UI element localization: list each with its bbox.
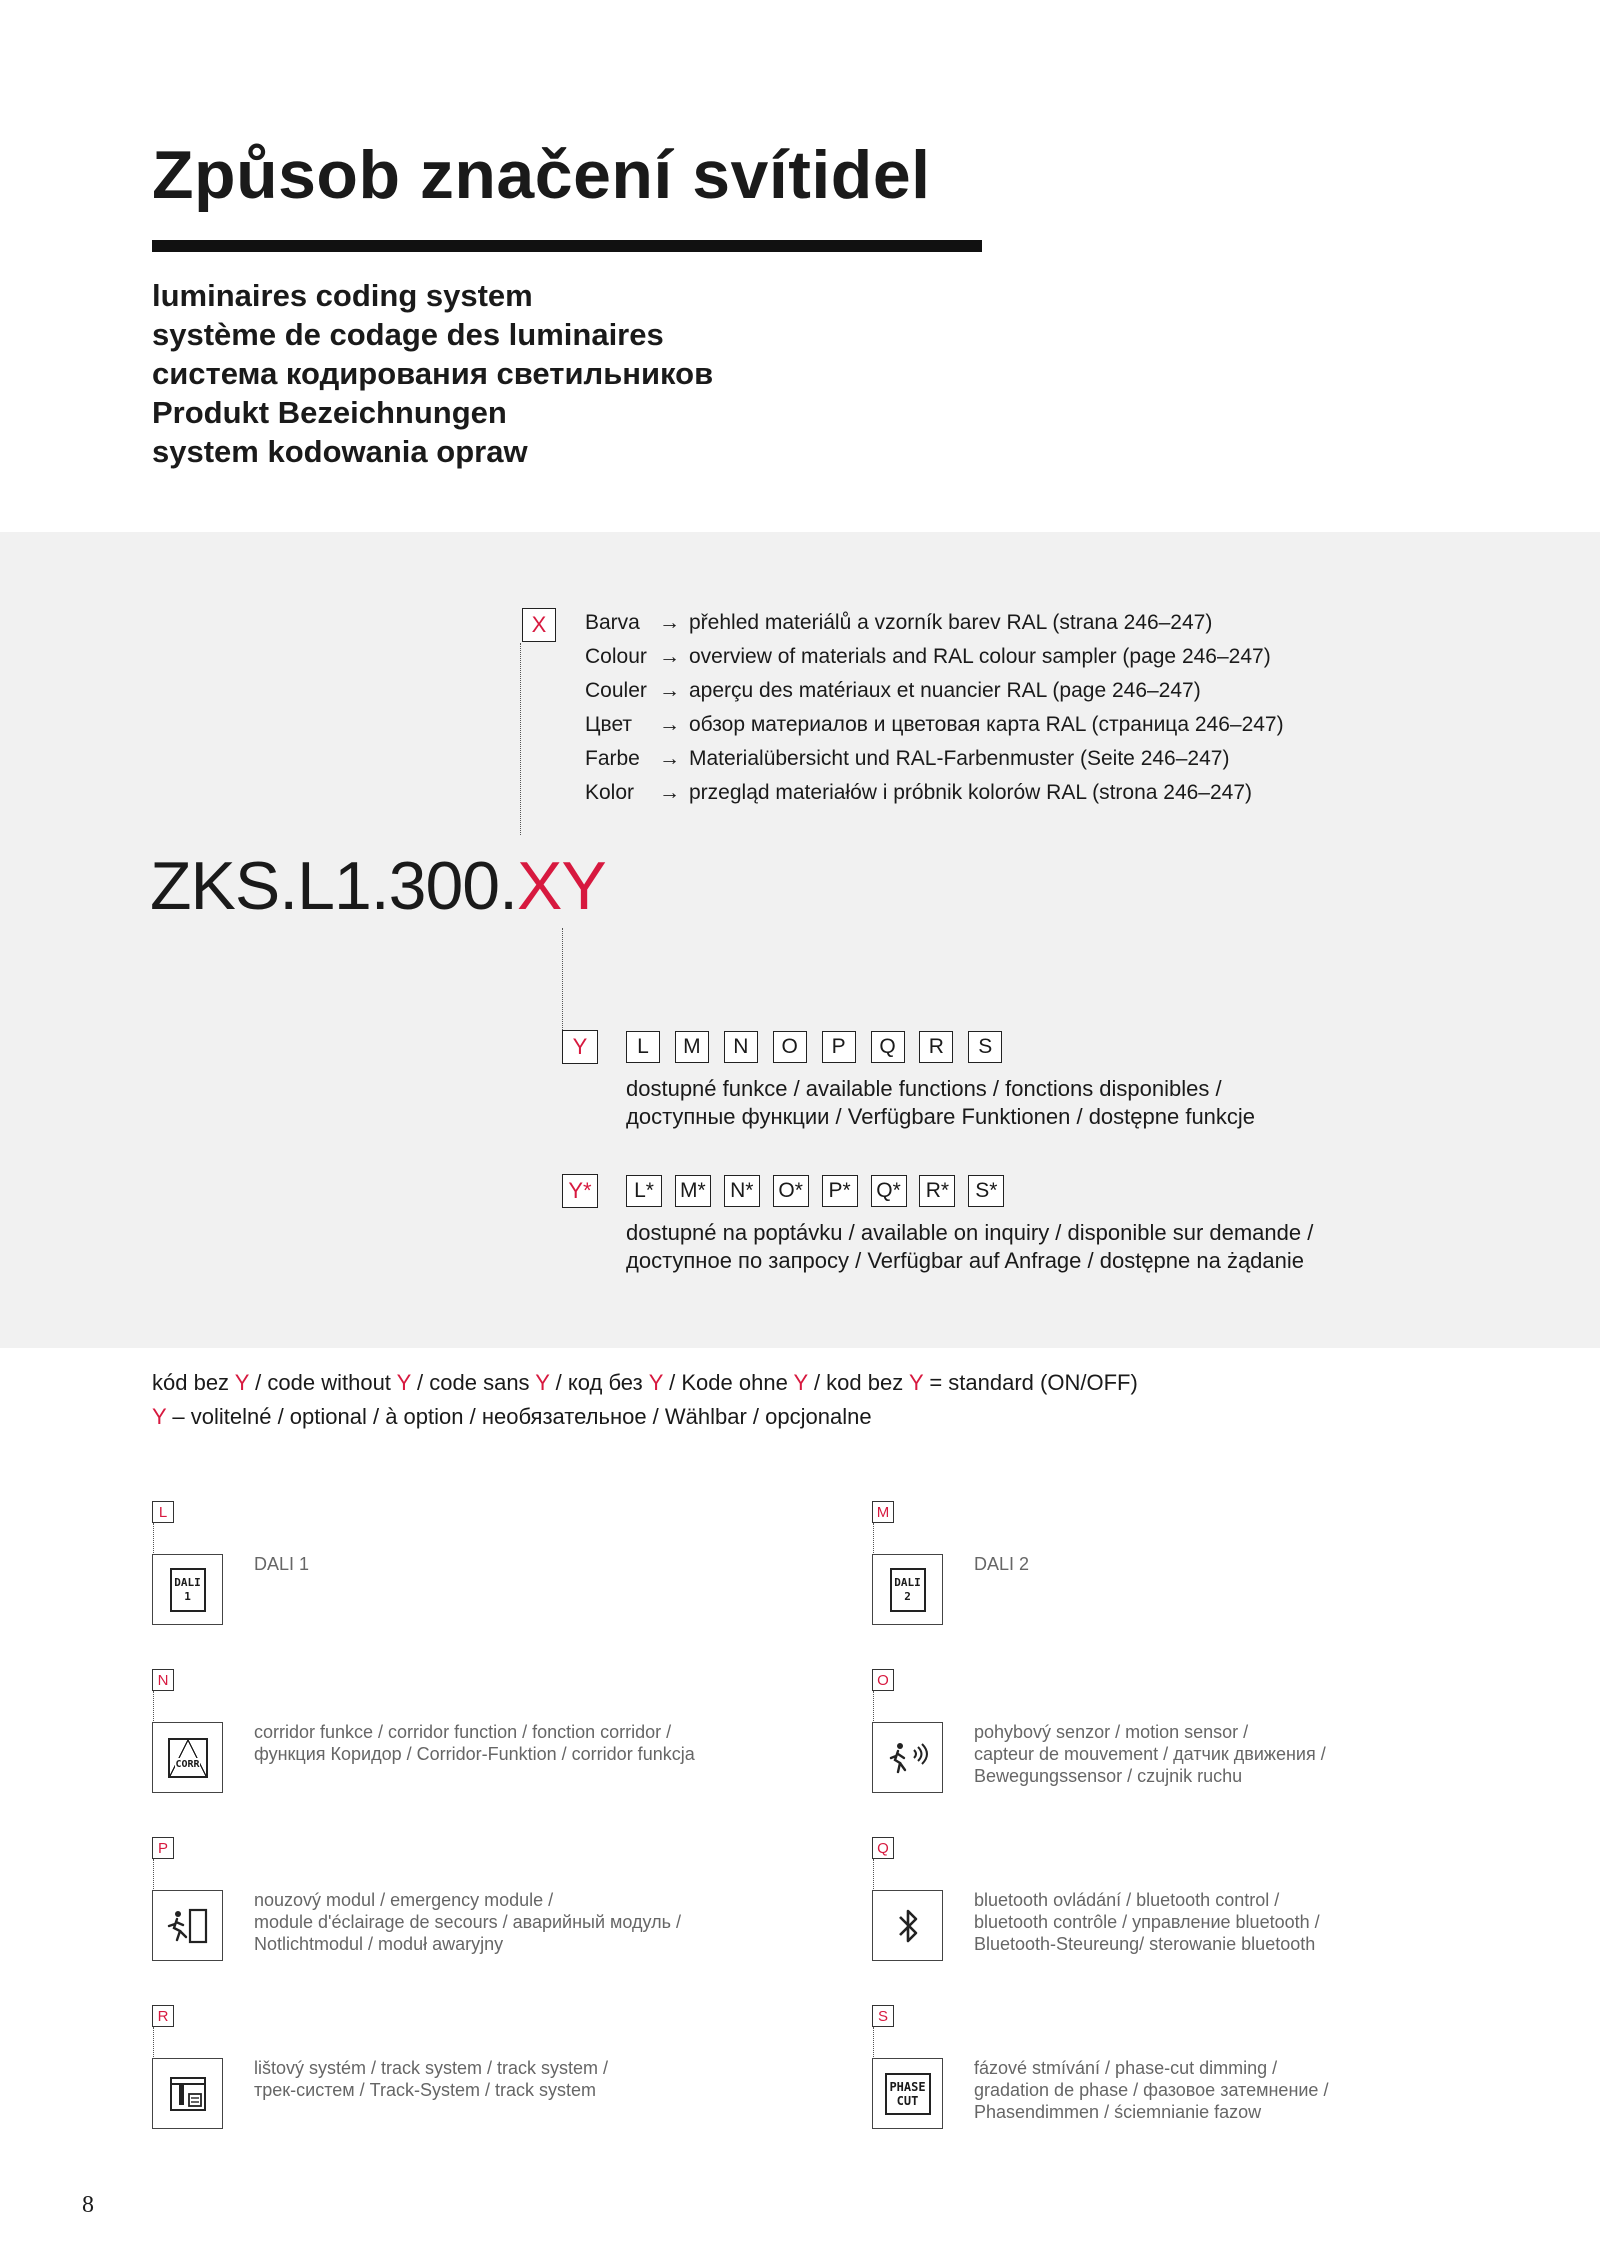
subtitle-de: Produkt Bezeichnungen [152, 395, 507, 430]
legend-description-line: функция Коридор / Corridor-Funktion / corridor funkcja [254, 1744, 695, 1764]
colour-marker-box: X [522, 608, 556, 642]
legend-icon-box [872, 2058, 943, 2129]
function-letter-box: S [968, 1031, 1002, 1063]
inquiry-letter-box: O* [773, 1175, 809, 1207]
inquiry-letter-box: M* [675, 1175, 711, 1207]
legend-description-line: трек-систем / Track-System / track system [254, 2080, 596, 2100]
colour-row-text: přehled materiálů a vzorník barev RAL (strana 246–247) [689, 611, 1213, 634]
arrow-right-icon: → [659, 713, 680, 736]
legend-description-line: Notlichtmodul / moduł awaryjny [254, 1934, 504, 1954]
inquiry-letter-box: S* [968, 1175, 1004, 1207]
inquiry-letter-box: L* [626, 1175, 662, 1207]
colour-row [585, 776, 1284, 810]
icon-label: 2 [904, 1589, 911, 1603]
legend-description-line: fázové stmívání / phase-cut dimming / [974, 2058, 1278, 2078]
subtitle-fr: système de codage des luminaires [152, 317, 664, 352]
legend-icon-box [872, 1554, 943, 1625]
phase-cut-icon [885, 2073, 931, 2115]
legend-connector-line [873, 1859, 874, 1891]
colour-row [585, 674, 1284, 708]
function-letter-box: O [773, 1031, 807, 1063]
function-connector-line [562, 928, 563, 1030]
legend-description-line: DALI 1 [254, 1554, 310, 1574]
page-number: 8 [82, 2192, 94, 2218]
legend-description-line: bluetooth ovládání / bluetooth control / [974, 1890, 1280, 1910]
page-title: Způsob značení svítidel [152, 137, 931, 213]
colour-row [585, 640, 1284, 674]
legend-icon-box [152, 2058, 223, 2129]
note-y: Y [535, 1370, 550, 1395]
legend-description [974, 1889, 1320, 1955]
title-underline [152, 240, 982, 252]
legend-connector-line [153, 2027, 154, 2059]
legend-connector-line [153, 1859, 154, 1891]
note-y: Y [908, 1370, 924, 1395]
colour-connector-line [520, 643, 521, 835]
note-text: / код без [549, 1370, 649, 1395]
legend-description-line: DALI 2 [974, 1554, 1030, 1574]
legend-description-line: bluetooth contrôle / управление bluetooth / [974, 1912, 1320, 1932]
subtitle-en: luminaires coding system [152, 278, 533, 313]
legend-description-line: Bewegungssensor / czujnik ruchu [974, 1766, 1243, 1786]
colour-row-label: Farbe [585, 747, 640, 770]
icon-label: DALI [894, 1575, 921, 1589]
legend-description-line: Bluetooth-Steureung/ sterowanie bluetooth [974, 1934, 1316, 1954]
function-letter-box: N [724, 1031, 758, 1063]
product-code [150, 846, 606, 926]
legend-connector-line [153, 1523, 154, 1555]
optional-note-text: – volitelné / optional / à option / необязательное / Wählbar / opcjonalne [166, 1404, 872, 1429]
inquiry-letter-box: Q* [871, 1175, 907, 1207]
colour-row-label: Kolor [585, 781, 635, 804]
note-text: / code without [249, 1370, 397, 1395]
function-letter-box: R [919, 1031, 953, 1063]
functions-line-2: доступные функции / Verfügbare Funktionen / dostępne funkcje [626, 1104, 1256, 1129]
icon-label: DALI [174, 1575, 201, 1589]
note-y: Y [648, 1370, 664, 1395]
legend-letter-box: P [152, 1837, 174, 1859]
arrow-right-icon: → [659, 781, 680, 804]
product-code-prefix: ZKS.L1.300. [150, 848, 518, 924]
function-letter-box: P [822, 1031, 856, 1063]
legend-letter-box: S [872, 2005, 894, 2027]
note-text: / code sans [410, 1370, 536, 1395]
optional-note [152, 1400, 1138, 1434]
arrow-right-icon: → [659, 747, 680, 770]
motion-sensor-icon [886, 1736, 930, 1780]
legend-letter-box: N [152, 1669, 174, 1691]
colour-row-text: overview of materials and RAL colour sampler (page 246–247) [689, 645, 1271, 668]
colour-row [585, 742, 1284, 776]
inquiry-marker-box: Y* [562, 1174, 598, 1208]
subtitle-pl: system kodowania opraw [152, 434, 528, 469]
function-letter-box: M [675, 1031, 709, 1063]
colour-row-text: aperçu des matériaux et nuancier RAL (page 246–247) [689, 679, 1201, 702]
bluetooth-icon [888, 1904, 928, 1948]
legend-description [254, 1553, 309, 1575]
colour-reference-list [585, 606, 1284, 810]
legend-letter-box: M [872, 1501, 894, 1523]
inquiry-letter-box: R* [919, 1175, 955, 1207]
note-text: kód bez [152, 1370, 235, 1395]
function-letter-box: L [626, 1031, 660, 1063]
emergency-exit-icon [164, 1904, 212, 1948]
icon-label: CORR [175, 1758, 200, 1770]
colour-row-label: Цвет [585, 713, 633, 736]
colour-row-text: przegląd materiałów i próbnik kolorów RAL (strona 246–247) [689, 781, 1253, 804]
legend-letter-box: L [152, 1501, 174, 1523]
note-y: Y [793, 1370, 808, 1395]
colour-row [585, 708, 1284, 742]
legend-connector-line [873, 1691, 874, 1723]
note-text: = standard (ON/OFF) [923, 1370, 1138, 1395]
legend-description [254, 2057, 608, 2101]
colour-row [585, 606, 1284, 640]
subtitle-ru: система кодирования светильников [152, 356, 714, 391]
inquiry-letter-box: N* [724, 1175, 760, 1207]
subtitle-list [152, 276, 713, 471]
arrow-right-icon: → [659, 679, 680, 702]
inquiry-line-2: доступное по запросу / Verfügbar auf Anfrage / dostępne na żądanie [626, 1248, 1305, 1273]
note-text: / kod bez [807, 1370, 909, 1395]
function-letter-box: Q [871, 1031, 905, 1063]
colour-row-text: обзор материалов и цветовая карта RAL (страница 246–247) [689, 713, 1284, 736]
legend-connector-line [873, 2027, 874, 2059]
legend-letter-box: O [872, 1669, 894, 1691]
dali-1-icon [170, 1568, 206, 1612]
legend-letter-box: R [152, 2005, 174, 2027]
arrow-right-icon: → [659, 645, 680, 668]
legend-description [974, 2057, 1328, 2123]
legend-letter-box: Q [872, 1837, 894, 1859]
dali-2-icon [890, 1568, 926, 1612]
legend-description [254, 1721, 695, 1765]
legend-description [254, 1889, 681, 1955]
colour-row-text: Materialübersicht und RAL-Farbenmuster (Seite 246–247) [689, 747, 1230, 770]
product-code-suffix: XY [517, 848, 606, 924]
note-y: Y [396, 1370, 411, 1395]
colour-row-label: Colour [585, 645, 647, 668]
legend-icon-box [872, 1722, 943, 1793]
function-marker-box: Y [562, 1030, 598, 1064]
colour-row-label: Couler [585, 679, 647, 702]
standard-code-note [152, 1366, 1138, 1400]
colour-row-label: Barva [585, 611, 640, 634]
legend-description-line: gradation de phase / фазовое затемнение / [974, 2080, 1329, 2100]
note-y: Y [234, 1370, 250, 1395]
note-text: / Kode ohne [663, 1370, 794, 1395]
icon-label: PHASE [889, 2079, 926, 2094]
legend-description-line: module d'éclairage de secours / аварийный модуль / [254, 1912, 681, 1932]
legend-icon-box [152, 1722, 223, 1793]
legend-connector-line [873, 1523, 874, 1555]
inquiry-description [626, 1219, 1313, 1275]
icon-label: 1 [184, 1589, 191, 1603]
legend-icon-box [152, 1554, 223, 1625]
optional-note-y: Y [152, 1404, 167, 1429]
code-notes [152, 1366, 1138, 1434]
icon-label: CUT [896, 2093, 919, 2108]
inquiry-letter-box: P* [822, 1175, 858, 1207]
legend-description [974, 1721, 1326, 1787]
corridor-icon [168, 1738, 208, 1778]
inquiry-line-1: dostupné na poptávku / available on inquiry / disponible sur demande / [626, 1220, 1314, 1245]
legend-description-line: capteur de mouvement / датчик движения / [974, 1744, 1326, 1764]
legend-icon-box [872, 1890, 943, 1961]
legend-description-line: lištový systém / track system / track system / [254, 2058, 609, 2078]
legend-description-line: corridor funkce / corridor function / fonction corridor / [254, 1722, 672, 1742]
legend-icon-box [152, 1890, 223, 1961]
functions-line-1: dostupné funkce / available functions / fonctions disponibles / [626, 1076, 1222, 1101]
legend-connector-line [153, 1691, 154, 1723]
legend-description-line: Phasendimmen / ściemnianie fazow [974, 2102, 1262, 2122]
legend-description-line: nouzový modul / emergency module / [254, 1890, 554, 1910]
functions-description [626, 1075, 1255, 1131]
arrow-right-icon: → [659, 611, 680, 634]
track-system-icon [165, 2072, 211, 2116]
legend-description [974, 1553, 1029, 1575]
legend-description-line: pohybový senzor / motion sensor / [974, 1722, 1249, 1742]
